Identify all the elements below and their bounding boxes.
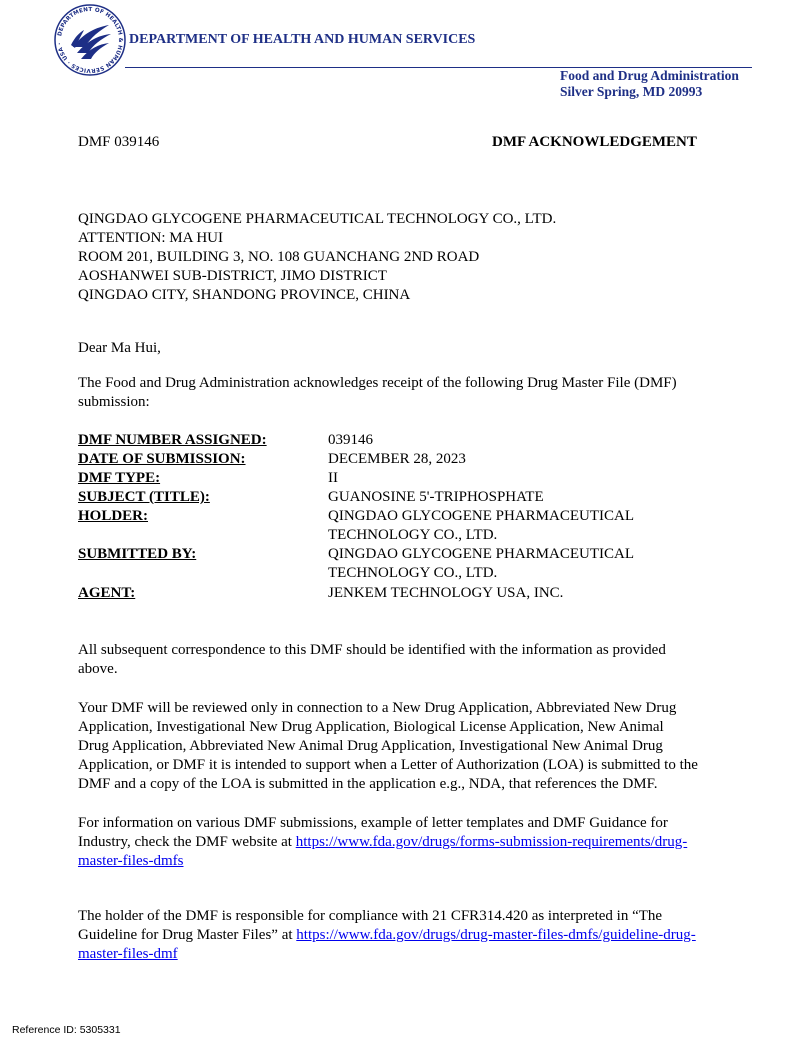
value-dmf-number: 039146 bbox=[328, 432, 373, 448]
website-line bbox=[78, 833, 770, 852]
website-prefix: Industry, check the DMF website at bbox=[78, 834, 296, 850]
recipient-address bbox=[78, 210, 556, 305]
agency-location: Silver Spring, MD 20993 bbox=[560, 84, 703, 99]
label-subject: SUBJECT (TITLE): bbox=[78, 489, 210, 505]
value-submitted-by-line1: QINGDAO GLYCOGENE PHARMACEUTICAL bbox=[328, 546, 634, 562]
intro-paragraph bbox=[78, 374, 770, 412]
dmf-website-link[interactable]: https://www.fda.gov/drugs/forms-submission-requirements/drug- bbox=[295, 834, 688, 850]
value-holder-line1: QINGDAO GLYCOGENE PHARMACEUTICAL bbox=[328, 508, 634, 524]
value-dmf-type: II bbox=[328, 470, 338, 486]
address-line: QINGDAO CITY, SHANDONG PROVINCE, CHINA bbox=[78, 287, 411, 303]
address-line: AOSHANWEI SUB-DISTRICT, JIMO DISTRICT bbox=[78, 268, 387, 284]
label-agent: AGENT: bbox=[78, 585, 136, 601]
label-submitted-by: SUBMITTED BY: bbox=[78, 546, 197, 562]
address-line: ROOM 201, BUILDING 3, NO. 108 GUANCHANG 2ND ROAD bbox=[78, 249, 480, 265]
label-dmf-type: DMF TYPE: bbox=[78, 470, 161, 486]
guideline-paragraph bbox=[78, 907, 770, 964]
label-holder: HOLDER: bbox=[78, 508, 149, 524]
value-holder-line2: TECHNOLOGY CO., LTD. bbox=[328, 527, 498, 543]
address-line: QINGDAO GLYCOGENE PHARMACEUTICAL TECHNOLOGY CO., LTD. bbox=[78, 211, 557, 227]
hhs-seal-logo bbox=[53, 3, 127, 77]
label-date-of-submission: DATE OF SUBMISSION: bbox=[78, 451, 246, 467]
dmf-website-link-cont[interactable]: master-files-dmfs bbox=[78, 853, 184, 869]
value-submitted-by-line2: TECHNOLOGY CO., LTD. bbox=[328, 565, 498, 581]
review-paragraph bbox=[78, 699, 770, 794]
correspondence-paragraph bbox=[78, 641, 770, 679]
guideline-link[interactable]: https://www.fda.gov/drugs/drug-master-files-dmfs/guideline-drug- bbox=[296, 927, 696, 943]
svg-text:DEPARTMENT OF HEALTH & HUMAN S: DEPARTMENT OF HEALTH & HUMAN SERVICES · USA · bbox=[57, 6, 124, 74]
website-line bbox=[78, 852, 770, 871]
value-subject: GUANOSINE 5'-TRIPHOSPHATE bbox=[328, 489, 544, 505]
website-line: For information on various DMF submissions, example of letter templates and DMF Guidance for bbox=[78, 815, 668, 831]
letter-title: DMF ACKNOWLEDGEMENT bbox=[492, 134, 697, 150]
review-line: DMF and a copy of the LOA is submitted in the application e.g., NDA, that references the DMF. bbox=[78, 776, 658, 792]
value-agent: JENKEM TECHNOLOGY USA, INC. bbox=[328, 585, 564, 601]
dmf-number: DMF 039146 bbox=[78, 134, 160, 150]
guideline-line bbox=[78, 926, 770, 945]
label-dmf-number: DMF NUMBER ASSIGNED: bbox=[78, 432, 267, 448]
intro-line: submission: bbox=[78, 394, 150, 410]
guideline-line: The holder of the DMF is responsible for compliance with 21 CFR314.420 as interpreted in “The bbox=[78, 908, 663, 924]
review-line: Application, or DMF it is intended to support when a Letter of Authorization (LOA) is submitted to the bbox=[78, 757, 698, 773]
review-line: Drug Application, Abbreviated New Animal Drug Application, Investigational New Animal Drug bbox=[78, 738, 663, 754]
reference-id: Reference ID: 5305331 bbox=[12, 1024, 121, 1036]
guideline-prefix: Guideline for Drug Master Files” at bbox=[78, 927, 297, 943]
salutation: Dear Ma Hui, bbox=[78, 340, 161, 356]
correspondence-line: All subsequent correspondence to this DMF should be identified with the information as provided bbox=[78, 642, 666, 658]
department-title: DEPARTMENT OF HEALTH AND HUMAN SERVICES bbox=[129, 32, 476, 47]
address-line: ATTENTION: MA HUI bbox=[78, 230, 223, 246]
guideline-link-cont[interactable]: master-files-dmf bbox=[78, 946, 178, 962]
correspondence-line: above. bbox=[78, 661, 118, 677]
agency-name: Food and Drug Administration bbox=[560, 68, 739, 83]
intro-line: The Food and Drug Administration acknowledges receipt of the following Drug Master File (DMF) bbox=[78, 375, 677, 391]
review-line: Your DMF will be reviewed only in connection to a New Drug Application, Abbreviated New Drug bbox=[78, 700, 677, 716]
value-date-of-submission: DECEMBER 28, 2023 bbox=[328, 451, 466, 467]
website-paragraph bbox=[78, 814, 770, 871]
agency-block bbox=[560, 68, 739, 100]
review-line: Application, Investigational New Drug Application, Biological License Application, New Animal bbox=[78, 719, 664, 735]
guideline-line bbox=[78, 945, 770, 964]
